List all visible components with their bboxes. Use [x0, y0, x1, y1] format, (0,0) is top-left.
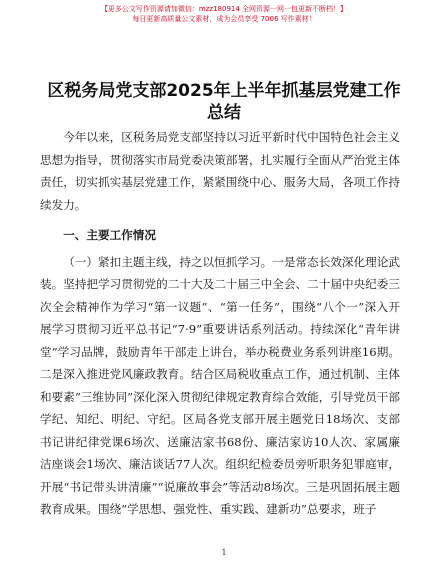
- document-body: [40, 126, 400, 521]
- section-heading: 一、主要工作情况: [63, 228, 156, 242]
- promo-banner-line-1: 【更多公文写作资源请加微信：mzz180914 全网资源一网一包更新不断档！】: [100, 5, 348, 13]
- promo-banner-line-2: 每日更新高质量公文素材，成为会员享受 7006 写作素材！: [132, 15, 316, 23]
- intro-paragraph: 今年以来，区税务局党支部坚持以习近平新时代中国特色社会主义思想为指导，贯彻落实市局党委决策部署，扎实履行全面从严治党主体责任，切实抓实基层党建工作，紧紧围绕中心、服务大局，各项工作持续发力。: [40, 130, 400, 212]
- document-title: [0, 80, 448, 124]
- page-number: 1: [221, 548, 227, 557]
- promo-banner: [0, 4, 448, 24]
- section-paragraph: （一）紧扣主题主线，持之以恒抓学习。一是常态长效深化理论武装。坚持把学习贯彻党的二十大及二十届三中全会、二十届中央纪委三次全会精神作为学习“第一议题”、“第一任务”，围绕“八个一”深入开展学习贯彻习近平总书记“7·9”重要讲话系列活动。持续深化“青年讲堂”学习品牌，鼓励青年干部走上讲台，举办税费业务系列讲座16期。二是深入推进党风廉政教育。结合区局税收重点工作，通过机制、主体和要素“三维协同”深化深入贯彻纪律规定教育综合效能，引导党员干部学纪、知纪、明纪、守纪。区局各党支部开展主题党日18场次、支部书记讲纪律党课6场次、送廉洁家书68份、廉洁家访10人次、家属廉洁座谈会1场次、廉洁谈话77人次。组织纪检委员旁听职务犯罪庭审，开展“书记带头讲清廉”“说廉故事会”等活动8场次。三是巩固拓展主题教育成果。围绕“学思想、强党性、重实践、建新功”总要求，班子: [40, 254, 400, 516]
- document-title-line-1: 区税务局党支部2025年上半年抓基层党建工作: [47, 81, 401, 101]
- document-title-line-2: 总结: [207, 103, 241, 123]
